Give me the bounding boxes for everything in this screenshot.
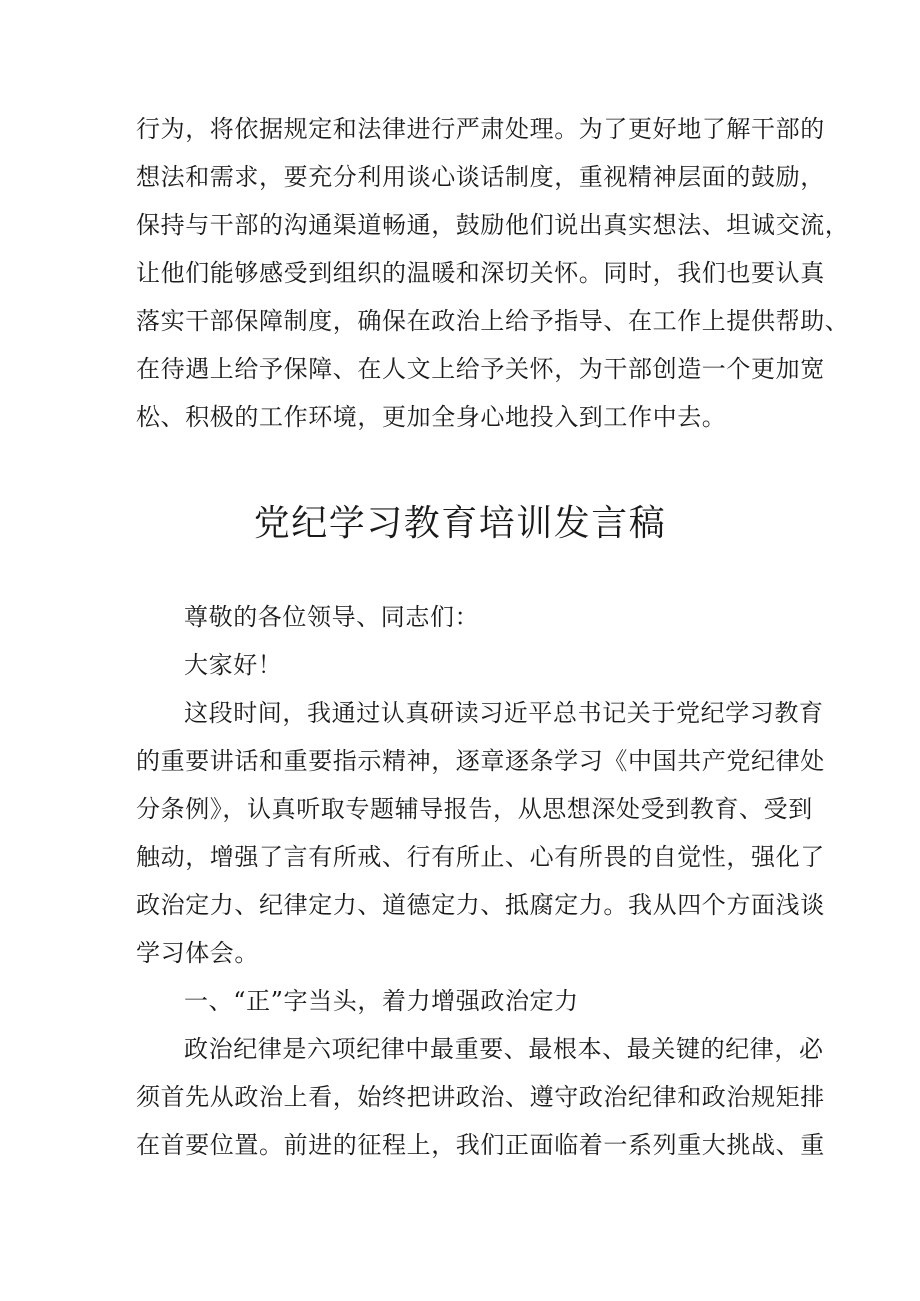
paragraph-line: 分条例》，认真听取专题辅导报告，从思想深处受到教育、受到 xyxy=(136,795,813,823)
speech-body xyxy=(136,593,825,1169)
paragraph-line: 在待遇上给予保障、在人文上给予关怀，为干部创造一个更加宽 xyxy=(136,355,825,383)
paragraph-line: 触动，增强了言有所戒、行有所止、心有所畏的自觉性，强化了 xyxy=(136,843,825,871)
continued-paragraph xyxy=(136,105,850,441)
document-title: 党纪学习教育培训发言稿 xyxy=(253,503,667,544)
salutation: 尊敬的各位领导、同志们： xyxy=(184,603,480,631)
paragraph-line: 须首先从政治上看，始终把讲政治、遵守政治纪律和政治规矩排 xyxy=(136,1083,825,1111)
paragraph-line: 政治纪律是六项纪律中最重要、最根本、最关键的纪律，必 xyxy=(184,1035,824,1063)
paragraph-line: 学习体会。 xyxy=(136,939,259,967)
paragraph-line: 落实干部保障制度，确保在政治上给予指导、在工作上提供帮助、 xyxy=(136,307,850,335)
paragraph-line: 松、积极的工作环境，更加全身心地投入到工作中去。 xyxy=(136,403,727,431)
paragraph-line: 的重要讲话和重要指示精神，逐章逐条学习《中国共产党纪律处 xyxy=(136,747,825,775)
paragraph-line: 让他们能够感受到组织的温暖和深切关怀。同时，我们也要认真 xyxy=(136,259,825,287)
paragraph-line: 想法和需求，要充分利用谈心谈话制度，重视精神层面的鼓励， xyxy=(136,163,825,191)
paragraph-line: 这段时间，我通过认真研读习近平总书记关于党纪学习教育 xyxy=(184,699,824,727)
section-heading: 一、“正”字当头，着力增强政治定力 xyxy=(184,987,579,1015)
paragraph-line: 行为，将依据规定和法律进行严肃处理。为了更好地了解干部的 xyxy=(136,115,825,143)
paragraph-line: 在首要位置。前进的征程上，我们正面临着一系列重大挑战、重 xyxy=(136,1131,825,1159)
paragraph-line: 政治定力、纪律定力、道德定力、抵腐定力。我从四个方面浅谈 xyxy=(136,891,825,919)
paragraph-line: 保持与干部的沟通渠道畅通，鼓励他们说出真实想法、坦诚交流， xyxy=(136,211,850,239)
greeting: 大家好！ xyxy=(184,651,283,679)
